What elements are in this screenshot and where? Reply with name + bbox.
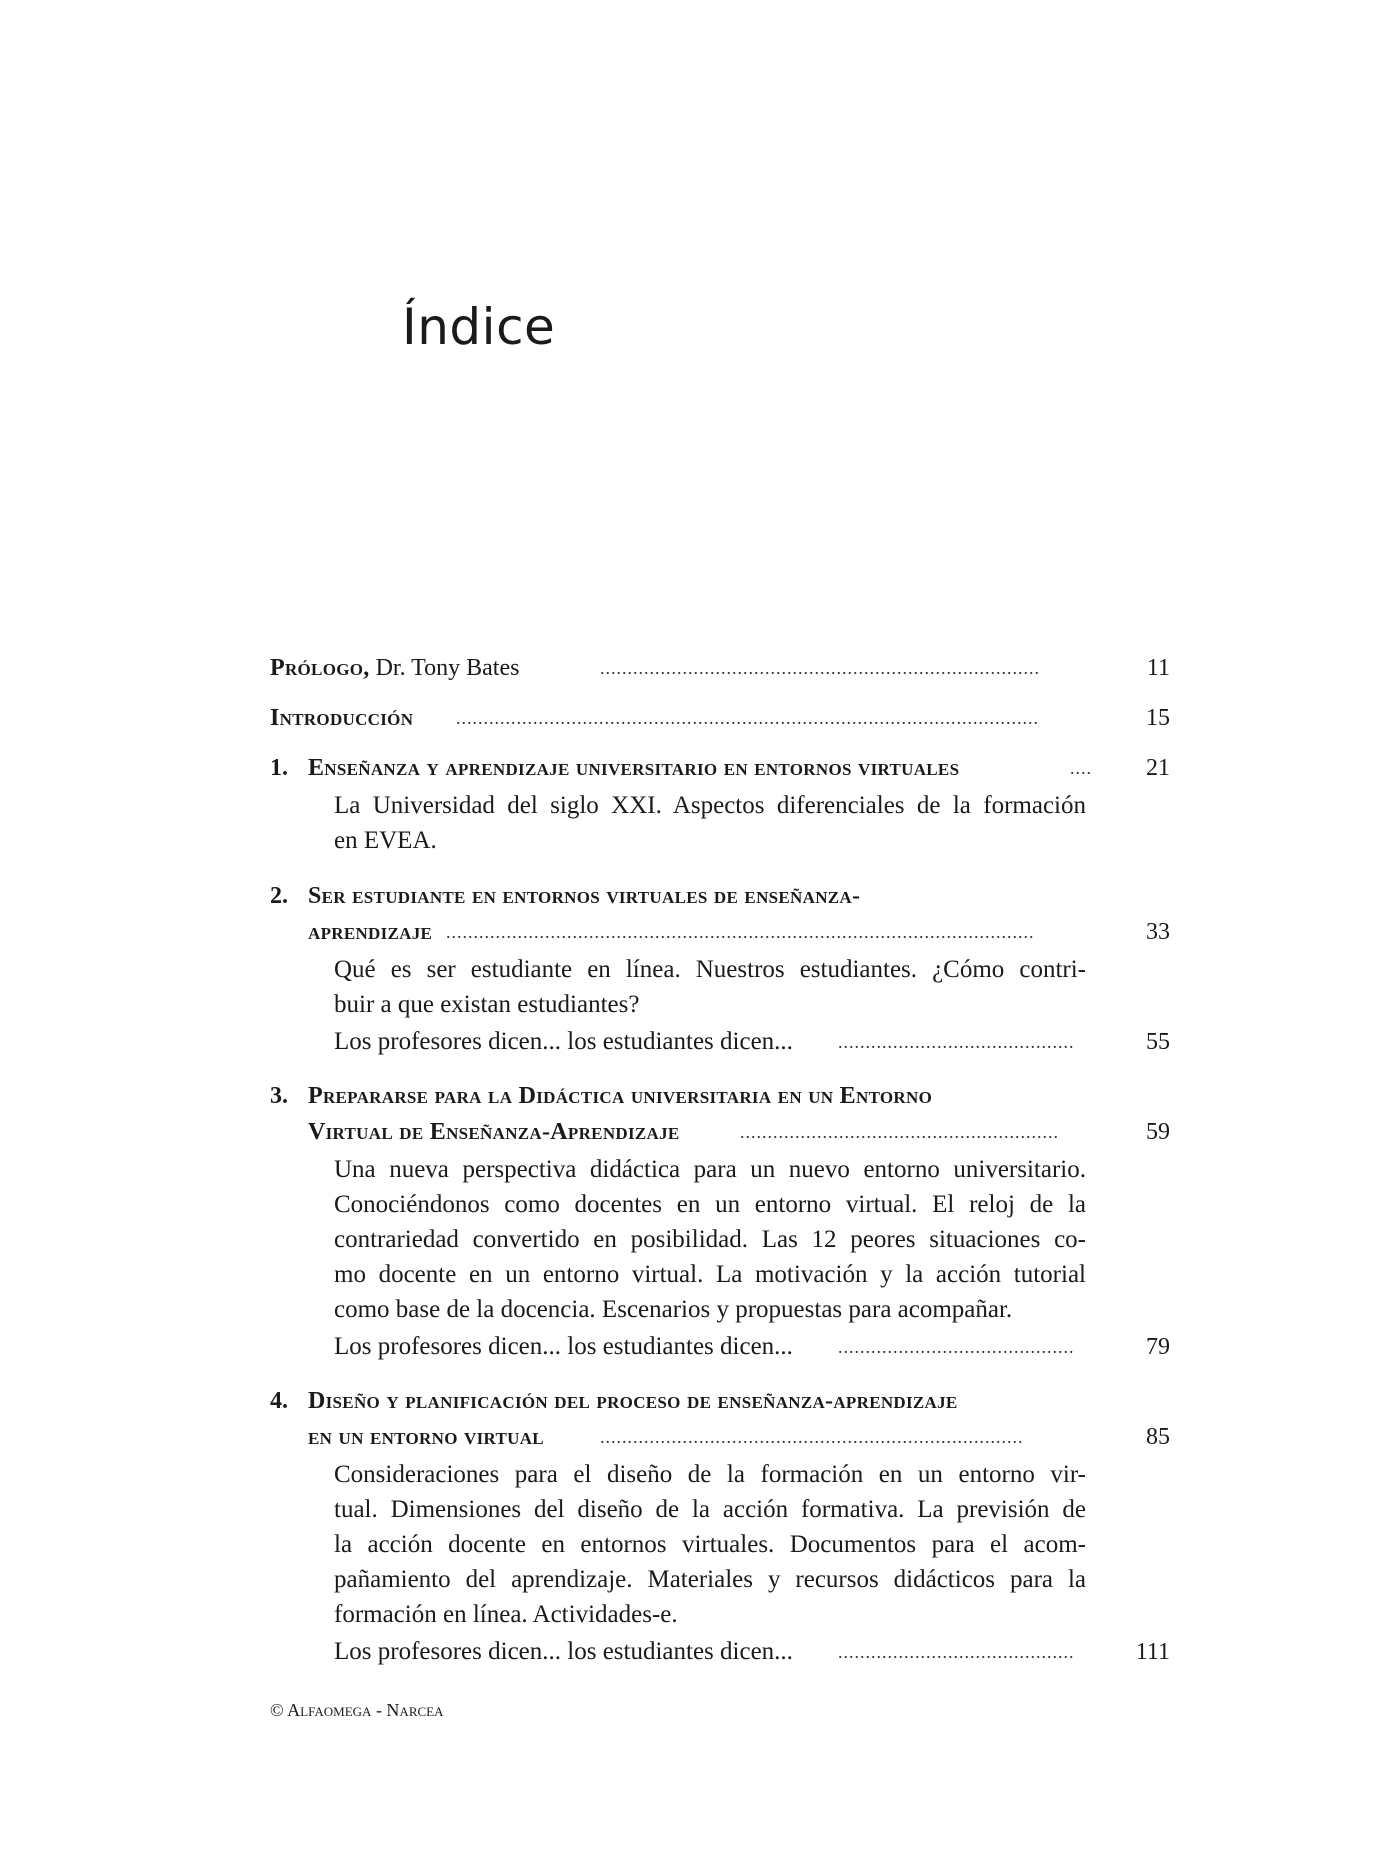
toc-entry-label: Introducción — [270, 705, 414, 731]
chapter-1-description: La Universidad del siglo XXI. Aspectos diferenciales de la formación en EVEA. — [334, 792, 1086, 854]
dot-leader: ........................................... — [838, 1642, 1075, 1662]
page-number: 21 — [1146, 755, 1170, 781]
toc-entry-label: 1. Enseñanza y aprendizaje universitario en entornos virtuales — [270, 750, 959, 786]
chapter-number: 3. — [270, 1083, 288, 1109]
toc-entry-label: Prólogo, Dr. Tony Bates — [270, 655, 520, 681]
chapter-number: 2. — [270, 883, 288, 909]
page-number: 111 — [1135, 1639, 1170, 1665]
toc-entry-chapter-1[interactable] — [270, 750, 1170, 786]
toc-entry-chapter-3-title[interactable] — [270, 1078, 1170, 1114]
toc-entry-label: aprendizaje — [308, 919, 433, 945]
chapter-number: 1. — [270, 755, 288, 781]
toc-entry-label: 3. Prepararse para la Didáctica universitaria en un Entorno — [270, 1078, 932, 1114]
chapter-2-description: Qué es ser estudiante en línea. Nuestros estudiantes. ¿Cómo contri- buir a que existan estudiantes? — [334, 956, 1086, 1018]
toc-entry-prologo[interactable] — [270, 650, 1170, 686]
dot-leader: ........................................... — [838, 1032, 1075, 1052]
page-number: 85 — [1146, 1424, 1170, 1450]
chapter-4-description: Consideraciones para el diseño de la formación en un entorno vir- tual. Dimensiones del diseño de la acción formativa. La previsión de la acción docente en entornos virtuales. Documentos para el acom- pañamiento del aprendizaje. Materiales y recursos didácticos para la formación en línea. Actividades-e. — [334, 1461, 1086, 1628]
toc-entry-label: Los profesores dicen... los estudiantes dicen... — [334, 1333, 793, 1360]
toc-entry-label: 4. Diseño y planificación del proceso de enseñanza-aprendizaje — [270, 1383, 958, 1419]
toc-entry-chapter-4-title[interactable] — [270, 1383, 1170, 1419]
dot-leader: ........................................... — [838, 1337, 1075, 1357]
dot-leader: .......................................................................................................... — [456, 708, 1039, 728]
chapter-3-description: Una nueva perspectiva didáctica para un nuevo entorno universitario. Conociéndonos como docentes en un entorno virtual. El reloj de la contrariedad convertido en posibilidad. Las 12 peores situaciones co- mo docente en un entorno virtual. La motivación y la acción tutorial como base de la docencia. Escenarios y propuestas para acompañar. — [334, 1156, 1086, 1323]
page-number: 15 — [1146, 705, 1170, 731]
chapter-number: 4. — [270, 1388, 288, 1414]
toc-entry-label: en un entorno virtual — [308, 1424, 544, 1450]
toc-entry-introduccion[interactable] — [270, 700, 1170, 736]
page-number: 55 — [1146, 1029, 1170, 1055]
page-title: Índice — [402, 298, 556, 356]
toc-entry-chapter-4-voices[interactable] — [270, 1634, 1170, 1670]
page-number: 11 — [1146, 655, 1170, 681]
dot-leader: .......................................................... — [740, 1122, 1059, 1142]
dot-leader: .... — [1070, 758, 1092, 778]
toc-entry-chapter-3[interactable] — [270, 1114, 1170, 1150]
toc-entry-label: Virtual de Enseñanza-Aprendizaje — [308, 1119, 680, 1145]
publisher-footer: © Alfaomega - Narcea — [270, 1700, 444, 1720]
toc-entry-chapter-2[interactable] — [270, 914, 1170, 950]
toc-entry-chapter-2-voices[interactable] — [270, 1024, 1170, 1060]
page-number: 79 — [1146, 1334, 1170, 1360]
dot-leader: ............................................................................. — [600, 1427, 1024, 1447]
page-number: 33 — [1146, 919, 1170, 945]
table-of-contents — [270, 650, 1170, 1670]
dot-leader: ................................................................................ — [600, 658, 1040, 678]
toc-entry-label: Los profesores dicen... los estudiantes dicen... — [334, 1028, 793, 1055]
dot-leader: ........................................................................................................... — [446, 922, 1035, 942]
toc-entry-label: Los profesores dicen... los estudiantes dicen... — [334, 1638, 793, 1665]
page-number: 59 — [1146, 1119, 1170, 1145]
toc-entry-chapter-4[interactable] — [270, 1419, 1170, 1455]
toc-entry-chapter-2-title[interactable] — [270, 878, 1170, 914]
toc-entry-label: 2. Ser estudiante en entornos virtuales de enseñanza- — [270, 878, 860, 914]
toc-entry-chapter-3-voices[interactable] — [270, 1329, 1170, 1365]
